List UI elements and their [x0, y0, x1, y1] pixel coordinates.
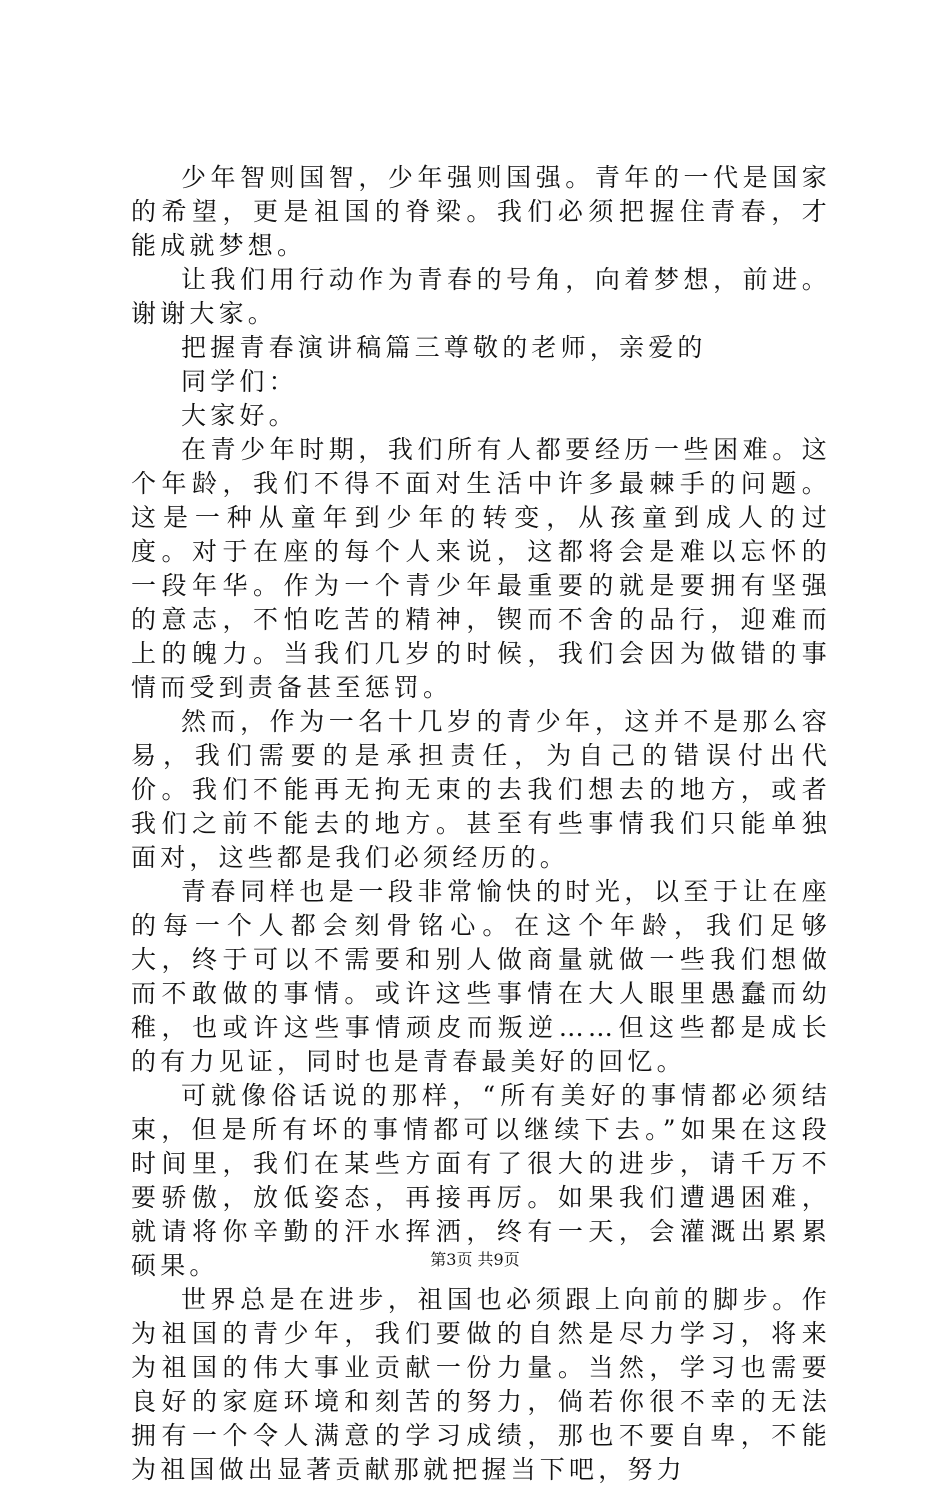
document-body	[131, 161, 831, 1487]
page-number-footer: 第3页 共9页	[430, 1250, 520, 1269]
paragraph: 然而，作为一名十几岁的青少年，这并不是那么容易，我们需要的是承担责任，为自己的错误付出代价。我们不能再无拘无束的去我们想去的地方，或者我们之前不能去的地方。甚至有些事情我们只能单独面对，这些都是我们必须经历的。	[131, 707, 831, 872]
paragraph: 少年智则国智，少年强则国强。青年的一代是国家的希望，更是祖国的脊梁。我们必须把握住青春，才能成就梦想。	[131, 163, 831, 260]
paragraph: 把握青春演讲稿篇三尊敬的老师，亲爱的	[181, 333, 707, 362]
paragraph: 世界总是在进步，祖国也必须跟上向前的脚步。作为祖国的青少年，我们要做的自然是尽力学习，将来为祖国的伟大事业贡献一份力量。当然，学习也需要良好的家庭环境和刻苦的努力，倘若你很不幸的无法拥有一个令人满意的学习成绩，那也不要自卑，不能为祖国做出显著贡献那就把握当下吧，努力	[131, 1285, 831, 1484]
paragraph: 可就像俗话说的那样，“所有美好的事情都必须结束，但是所有坏的事情都可以继续下去。”如果在这段时间里，我们在某些方面有了很大的进步，请千万不要骄傲，放低姿态，再接再厉。如果我们遭遇困难，就请将你辛勤的汗水挥洒，终有一天，会灌溉出累累硕果。	[131, 1081, 831, 1280]
paragraph: 大家好。	[181, 401, 298, 430]
paragraph: 让我们用行动作为青春的号角，向着梦想，前进。谢谢大家。	[131, 265, 831, 328]
paragraph: 同学们：	[181, 367, 298, 396]
paragraph: 青春同样也是一段非常愉快的时光，以至于让在座的每一个人都会刻骨铭心。在这个年龄，我们足够大，终于可以不需要和别人做商量就做一些我们想做而不敢做的事情。或许这些事情在大人眼里愚蠢而幼稚，也或许这些事情顽皮而叛逆……但这些都是成长的有力见证，同时也是青春最美好的回忆。	[131, 877, 831, 1076]
paragraph: 在青少年时期，我们所有人都要经历一些困难。这个年龄，我们不得不面对生活中许多最棘手的问题。这是一种从童年到少年的转变，从孩童到成人的过度。对于在座的每个人来说，这都将会是难以忘怀的一段年华。作为一个青少年最重要的就是要拥有坚强的意志，不怕吃苦的精神，锲而不舍的品行，迎难而上的魄力。当我们几岁的时候，我们会因为做错的事情而受到责备甚至惩罚。	[131, 435, 831, 702]
